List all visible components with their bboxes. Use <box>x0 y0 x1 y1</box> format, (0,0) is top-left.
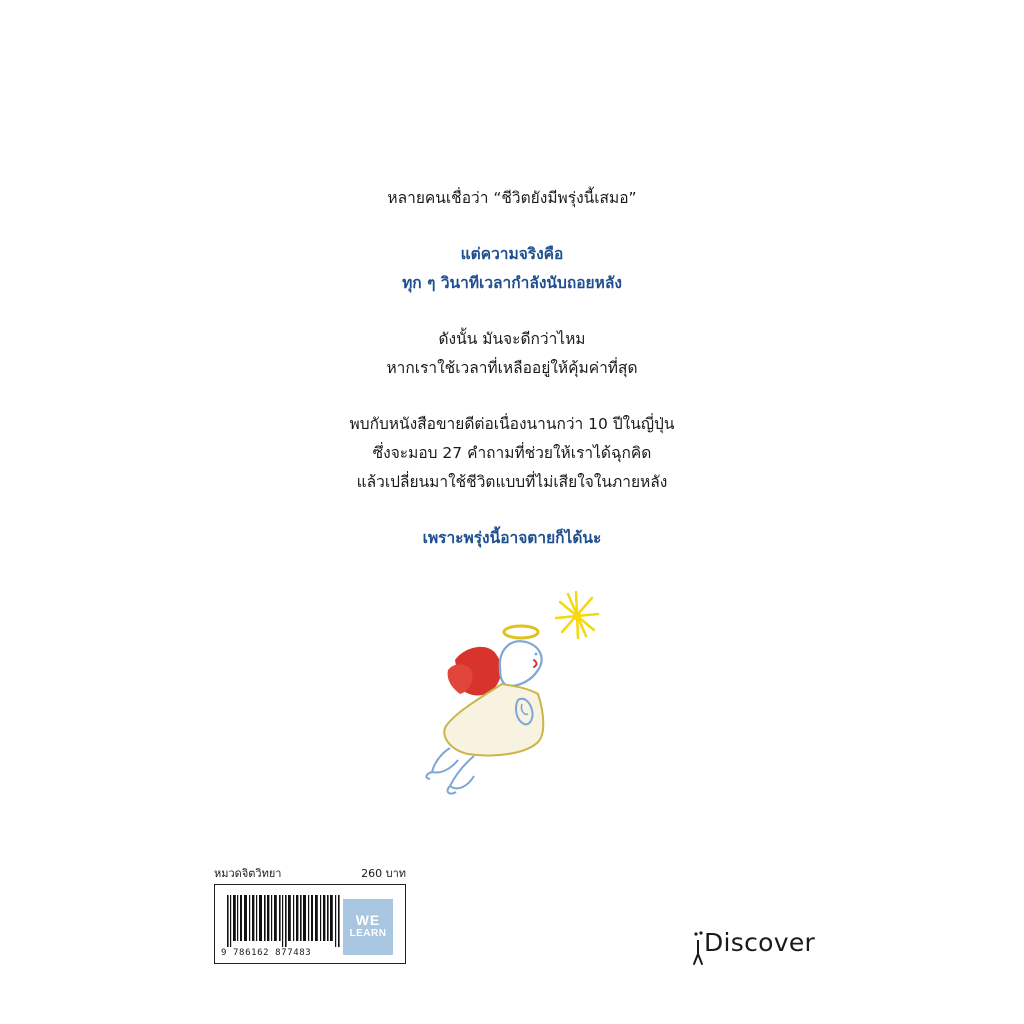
blurb-line-5: หากเราใช้เวลาที่เหลืออยู่ให้คุ้มค่าที่สุด <box>386 359 638 377</box>
we-learn-logo <box>343 899 393 955</box>
we-learn-logo-line2: LEARN <box>349 928 387 939</box>
blurb-line-7: ซึ่งจะมอบ 27 คำถามที่ช่วยให้เราได้ฉุกคิด <box>372 444 652 462</box>
blurb-tagline: เพราะพรุ่งนี้อาจตายก็ได้นะ <box>422 529 602 547</box>
angel-illustration-icon <box>410 588 610 803</box>
book-category: หมวดจิตวิทยา <box>214 867 282 880</box>
blurb-line-4: ดังนั้น มันจะดีกว่าไหม <box>438 330 586 348</box>
blurb-line-3: ทุก ๆ วินาทีเวลากำลังนับถอยหลัง <box>402 274 622 292</box>
book-price: 260 บาท <box>361 867 406 880</box>
barcode-icon <box>227 895 341 947</box>
price-barcode-block <box>212 866 408 968</box>
publisher-logo <box>690 922 820 972</box>
blurb-line-6: พบกับหนังสือขายดีต่อเนื่องนานกว่า 10 ปีในญี่ปุ่น <box>349 415 675 433</box>
blurb-line-8: แล้วเปลี่ยนมาใช้ชีวิตแบบที่ไม่เสียใจในภายหลัง <box>356 473 668 491</box>
publisher-name: Discover <box>704 928 816 957</box>
we-learn-logo-line1: WE <box>355 912 381 928</box>
barcode-frame <box>214 884 406 964</box>
blurb-line-1: หลายคนเชื่อว่า “ชีวิตยังมีพรุ่งนี้เสมอ” <box>387 189 637 207</box>
isbn-number: 9 786162 877483 <box>221 948 312 958</box>
blurb-line-2: แต่ความจริงคือ <box>460 245 564 263</box>
star-icon <box>556 592 598 638</box>
back-cover-blurb <box>0 184 1024 553</box>
